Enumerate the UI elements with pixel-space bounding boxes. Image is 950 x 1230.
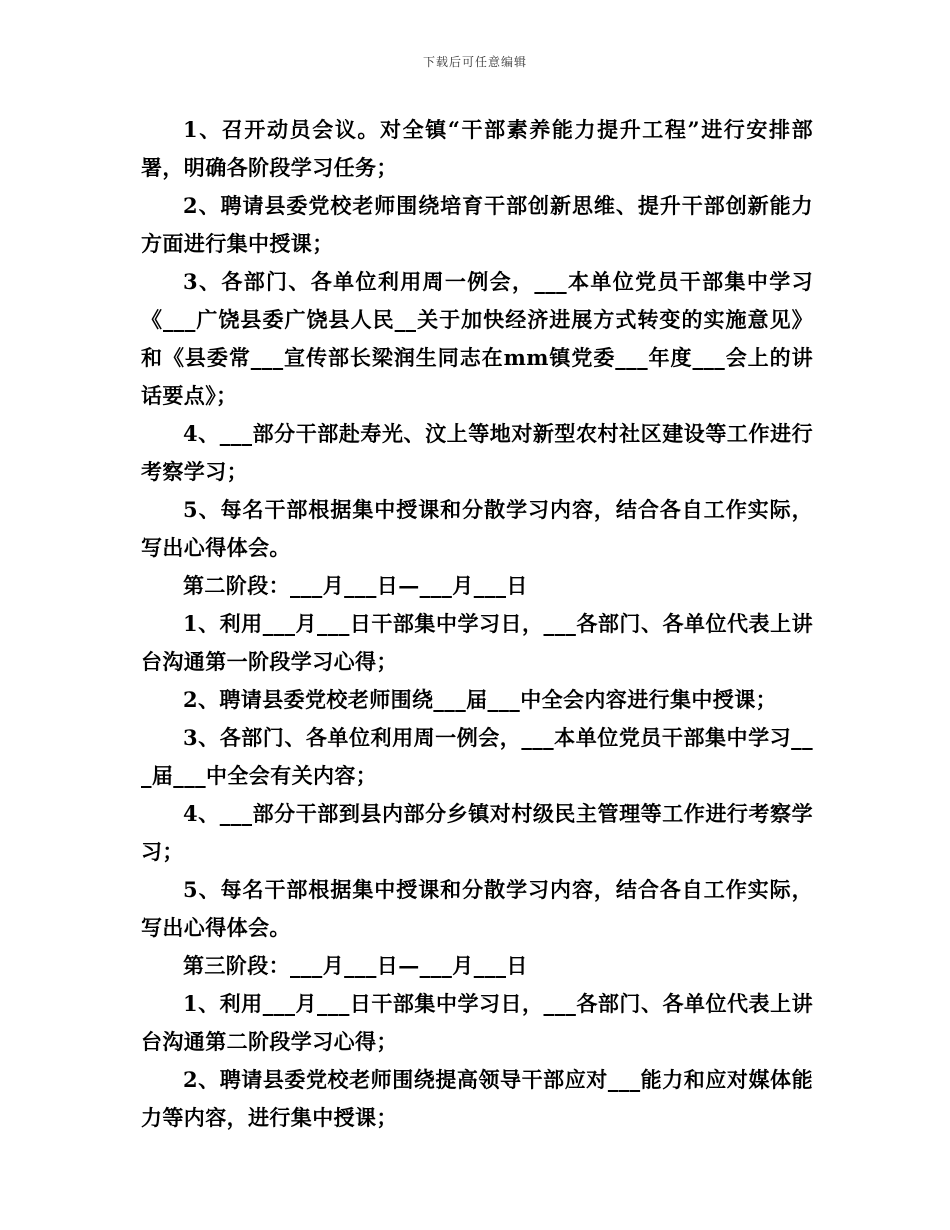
paragraph-stage2-item3: 3、各部门、各单位利用周一例会，___本单位党员干部集中学习___届___中全会有关内容； xyxy=(141,725,813,788)
paragraph-stage3-item2: 2、聘请县委党校老师围绕提高领导干部应对___能力和应对媒体能力等内容，进行集中授课； xyxy=(141,1067,813,1130)
paragraph-stage1-item4: 4、___部分干部赴寿光、汶上等地对新型农村社区建设等工作进行考察学习； xyxy=(141,421,813,484)
paragraph-stage1-item5: 5、每名干部根据集中授课和分散学习内容，结合各自工作实际，写出心得体会。 xyxy=(141,497,813,560)
stage3-heading: 第三阶段：___月___日—___月___日 xyxy=(183,953,528,978)
page-header: 下载后可任意编辑 xyxy=(422,55,527,69)
paragraph-stage2-item4: 4、___部分干部到县内部分乡镇对村级民主管理等工作进行考察学习； xyxy=(141,801,813,864)
stage2-heading: 第二阶段：___月___日—___月___日 xyxy=(183,573,528,598)
paragraph-stage1-item2: 2、聘请县委党校老师围绕培育干部创新思维、提升干部创新能力方面进行集中授课； xyxy=(141,193,813,256)
paragraph-stage1-item3: 3、各部门、各单位利用周一例会，___本单位党员干部集中学习《___广饶县委广饶县人民__关于加快经济进展方式转变的实施意见》和《县委常___宣传部长梁润生同志在mm镇党委___年度___会上的讲话要点》； xyxy=(141,269,813,408)
paragraph-stage2-item5: 5、每名干部根据集中授课和分散学习内容，结合各自工作实际，写出心得体会。 xyxy=(141,877,813,940)
document-body xyxy=(141,111,813,1137)
paragraph-stage2-item2: 2、聘请县委党校老师围绕___届___中全会内容进行集中授课； xyxy=(183,687,778,712)
paragraph-stage3-item1: 1、利用___月___日干部集中学习日，___各部门、各单位代表上讲台沟通第二阶段学习心得； xyxy=(141,991,813,1054)
paragraph-stage1-item1: 1、召开动员会议。对全镇“干部素养能力提升工程”进行安排部署，明确各阶段学习任务； xyxy=(141,117,813,180)
paragraph-stage2-item1: 1、利用___月___日干部集中学习日，___各部门、各单位代表上讲台沟通第一阶段学习心得； xyxy=(141,611,813,674)
